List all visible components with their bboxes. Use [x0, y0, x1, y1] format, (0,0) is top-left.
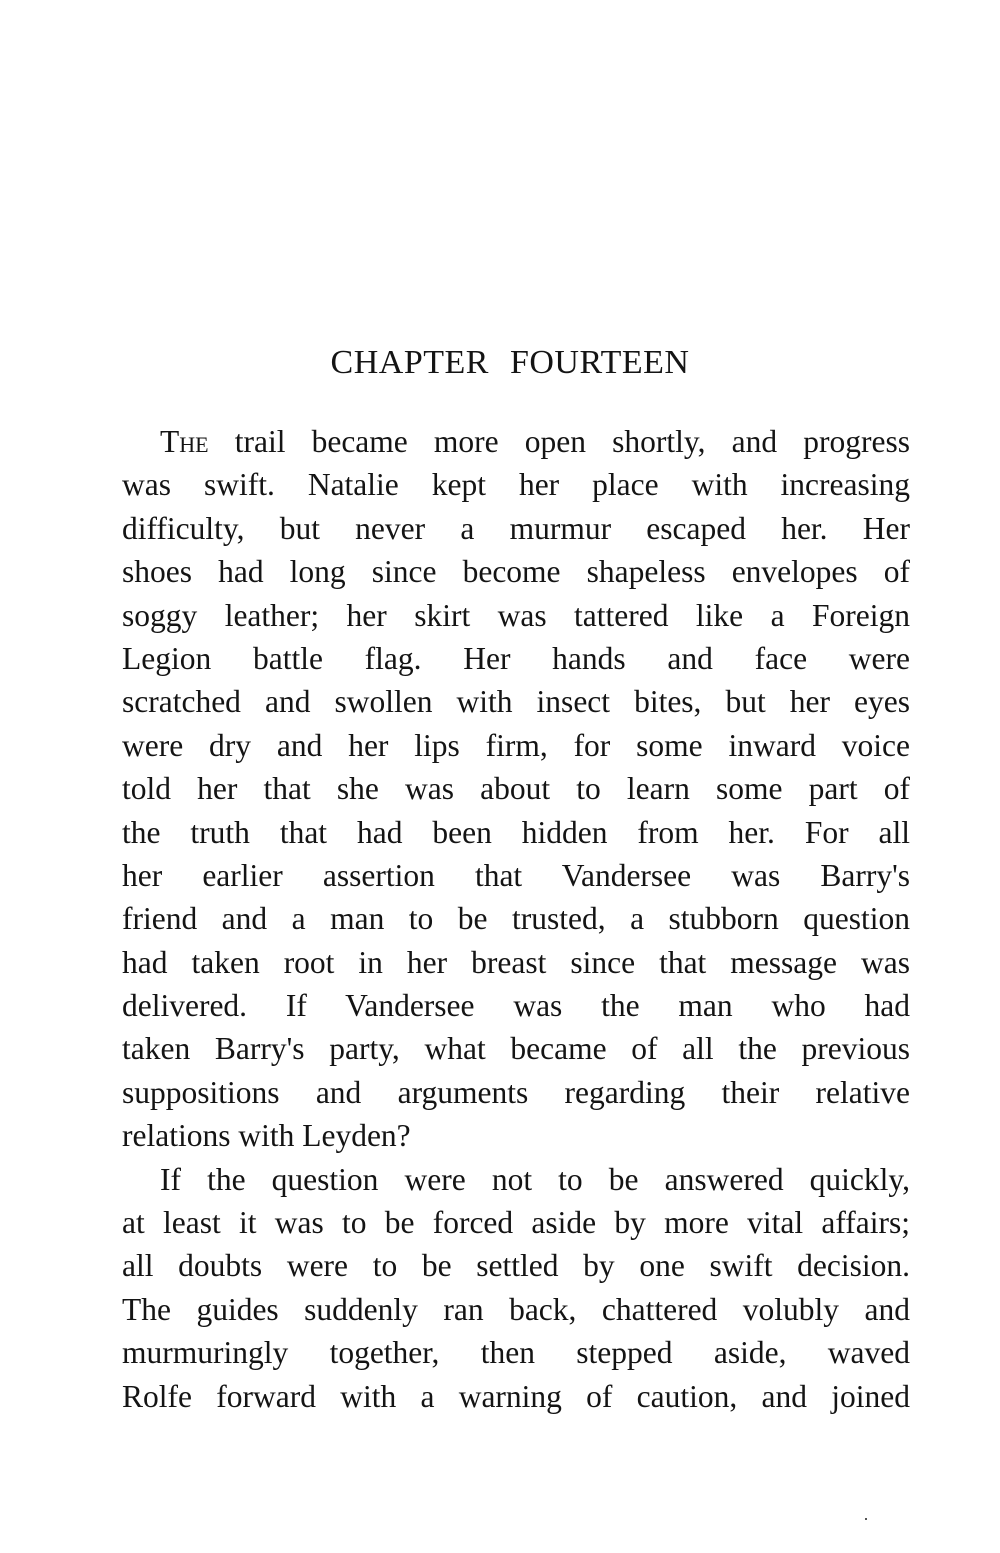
paragraph-1-line-6: Legion battle flag. Her hands and face were — [122, 640, 910, 676]
paragraph-1-line-8: were dry and her lips firm, for some inward voice — [122, 727, 910, 763]
paragraph-1-line-5: soggy leather; her skirt was tattered like a Foreign — [122, 597, 910, 633]
paragraph-1-line-4: shoes had long since become shapeless envelopes of — [122, 554, 910, 590]
paragraph-1-line-14: delivered. If Vandersee was the man who had — [122, 988, 910, 1024]
paragraph-2-line-5: murmuringly together, then stepped aside, waved — [122, 1335, 910, 1371]
paragraph-1-line-17: relations with Leyden? — [122, 1118, 411, 1154]
paragraph-2-line-4: The guides suddenly ran back, chattered volubly and — [122, 1291, 910, 1327]
paragraph-1-line-15: taken Barry's party, what became of all the previous — [122, 1031, 910, 1067]
print-speck — [865, 1518, 867, 1520]
paragraph-1-line-7: scratched and swollen with insect bites, but her eyes — [122, 684, 910, 720]
paragraph-1-line-13: had taken root in her breast since that message was — [122, 944, 910, 980]
paragraph-1-line-9: told her that she was about to learn some part of — [122, 771, 910, 807]
paragraph-2-line-1: If the question were not to be answered quickly, — [160, 1161, 910, 1197]
drop-lead-word: The — [160, 424, 209, 459]
paragraph-1-line-12: friend and a man to be trusted, a stubborn question — [122, 901, 910, 937]
chapter-heading: CHAPTER FOURTEEN — [330, 344, 690, 381]
paragraph-2-line-6: Rolfe forward with a warning of caution, and joined — [122, 1378, 910, 1414]
paragraph-1-line-1: The trail became more open shortly, and progress — [160, 424, 910, 459]
body-text — [122, 420, 910, 1418]
paragraph-2-line-2: at least it was to be forced aside by more vital affairs; — [122, 1205, 910, 1241]
paragraph-1-line-3: difficulty, but never a murmur escaped her. Her — [122, 510, 910, 546]
paragraph-1-line-2: was swift. Natalie kept her place with increasing — [122, 467, 910, 503]
paragraph-1-line-10: the truth that had been hidden from her. For all — [122, 814, 910, 850]
paragraph-1-line-16: suppositions and arguments regarding their relative — [122, 1074, 910, 1110]
paragraph-1-line-11: her earlier assertion that Vandersee was Barry's — [122, 857, 910, 893]
paragraph-2-line-3: all doubts were to be settled by one swift decision. — [122, 1248, 910, 1284]
